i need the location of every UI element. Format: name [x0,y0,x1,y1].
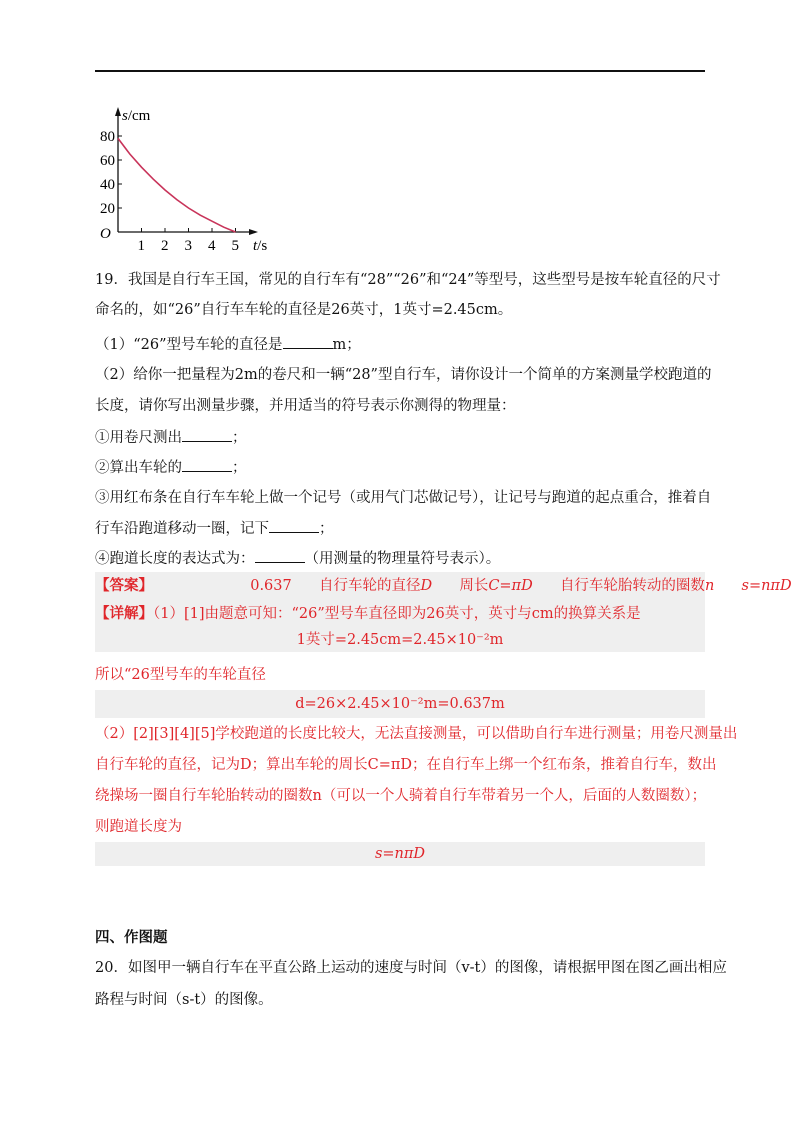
header-rule [95,70,705,72]
blank-line [255,548,305,563]
detail-formula2: d=26×2.45×10⁻²m=0.637m [295,696,505,712]
q19-part1-prefix: （1）“26”型号车轮的直径是 [95,337,283,353]
q20-line2: 路程与时间（s-t）的图像。 [95,992,273,1008]
x-tick-label: 4 [208,238,216,252]
answer-2: 自行车轮的直径 [318,578,421,594]
answer-3: 周长 [459,578,489,594]
x-axis-arrow [249,229,258,235]
q19-part1-suffix: m； [332,337,361,353]
detail-label: 【详解】 [95,605,153,622]
y-tick-label: 60 [100,153,115,169]
y-axis-arrow [115,107,121,116]
answer-5: s=nπD [741,578,792,594]
q19-part2-line2: 长度，请你写出测量步骤，并用适当的符号表示你测得的物理量： [95,398,516,414]
detail-line1 [95,604,641,624]
q19-stem-line1: 19．我国是自行车王国，常见的自行车有“28”“26”和“24”等型号，这些型号是按车轮直径的尺寸 [95,272,721,288]
x-tick-label: 3 [184,238,192,252]
step4-suffix: （用测量的物理量符号表示）。 [304,551,501,567]
y-axis-label: s/cm [122,108,151,124]
blank-line [269,518,319,533]
q19-step3-line1: ③用红布条在自行车车轮上做一个记号（或用气门芯做记号），让记号与跑道的起点重合，推着自 [95,490,712,506]
blank-line [182,427,232,442]
step2-prefix: ②算出车轮的 [95,460,182,476]
detail-part2-line2: 自行车轮的直径，记为D；算出车轮的周长C=πD；在自行车上绑一个红布条，推着自行车，数出 [95,757,717,773]
x-tick-label: 5 [231,238,239,252]
origin-label: O [100,226,111,242]
x-axis-label: t/s [253,238,268,252]
detail-part2-line1: （2）[2][3][4][5]学校跑道的长度比较大，无法直接测量，可以借助自行车进行测量；用卷尺测量出 [95,726,738,742]
detail-line2: 所以“26型号车的车轮直径 [95,667,266,683]
x-tick-label: 1 [137,238,145,252]
s-t-graph [90,102,290,252]
step1-prefix: ①用卷尺测出 [95,430,182,446]
answer-label: 【答案】 [95,577,153,594]
detail-part2-line4: 则跑道长度为 [95,819,182,835]
q20-line1: 20．如图甲一辆自行车在平直公路上运动的速度与时间（v-t）的图像，请根据甲图在图乙画出相应 [95,960,727,976]
answer-1: 0.637 [250,578,292,594]
q19-stem-line2: 命名的，如“26”自行车车轮的直径是26英寸，1英寸=2.45cm。 [95,302,513,318]
detail-formula1: 1英寸=2.45cm=2.45×10⁻²m [296,632,504,648]
q19-step3-line2 [95,518,334,539]
step3-suffix: ； [319,521,334,537]
q19-part1 [95,334,361,355]
q19-step2 [95,457,247,478]
answer-line [95,576,792,596]
blank-line [283,334,333,349]
blank-line [182,457,232,472]
y-tick-label: 80 [100,129,115,145]
answer-4-symbol: n [704,578,715,594]
q19-part2-line1: （2）给你一把量程为2m的卷尺和一辆“28”型自行车，请你设计一个简单的方案测量学校跑道的 [95,367,712,383]
q19-step4 [95,548,500,569]
detail-formula3: s=nπD [374,846,426,862]
step4-prefix: ④跑道长度的表达式为： [95,551,255,567]
answer-4: 自行车轮胎转动的圈数 [559,578,705,594]
x-tick-label: 2 [161,238,169,252]
answer-3-symbol: C=πD [488,578,533,594]
y-tick-label: 40 [100,177,115,193]
step2-suffix: ； [232,460,247,476]
detail-text1: （1）[1]由题意可知：“26”型号车直径即为26英寸，英寸与cm的换算关系是 [153,606,641,622]
step1-suffix: ； [232,430,247,446]
q19-step1 [95,427,247,448]
step3-prefix: 行车沿跑道移动一圈，记下 [95,521,269,537]
series-line [118,138,236,232]
detail-part2-line3: 绕操场一圈自行车轮胎转动的圈数n（可以一个人骑着自行车带着另一个人，后面的人数圈数）； [95,788,707,804]
section-title: 四、作图题 [95,929,168,946]
y-tick-label: 20 [100,201,115,217]
answer-2-symbol: D [420,578,433,594]
